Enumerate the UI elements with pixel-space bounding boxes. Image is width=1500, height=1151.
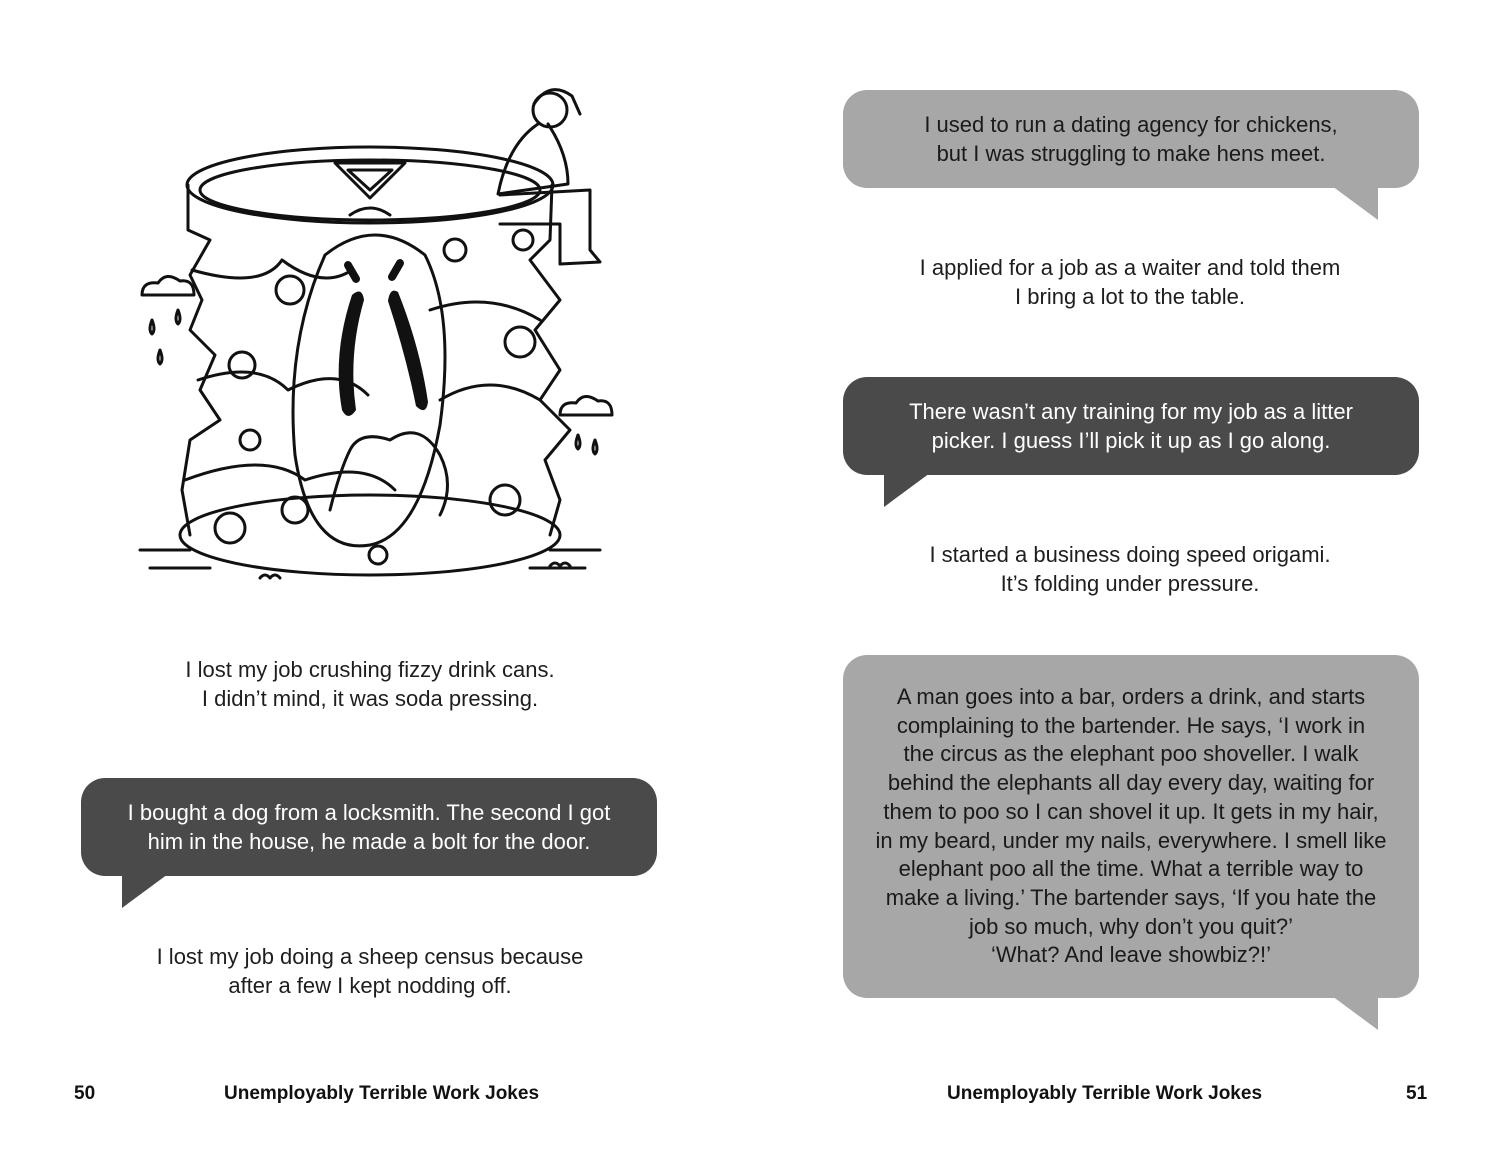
running-title: Unemployably Terrible Work Jokes bbox=[947, 1083, 1263, 1104]
speech-bubble-tail-icon bbox=[1332, 186, 1378, 220]
speech-bubble-litter-picker: There wasn’t any training for my job as a litter picker. I guess I’ll pick it up as I go along. bbox=[843, 377, 1419, 475]
speech-bubble-tail-icon bbox=[122, 874, 168, 908]
joke-sheep-census: I lost my job doing a sheep census because after a few I kept nodding off. bbox=[156, 944, 584, 998]
speech-bubble-tail-icon bbox=[1332, 996, 1378, 1030]
crushed-can-illustration-icon bbox=[130, 80, 620, 600]
joke-waiter: I applied for a job as a waiter and told them I bring a lot to the table. bbox=[919, 255, 1341, 309]
joke-origami: I started a business doing speed origami. It’s folding under pressure. bbox=[929, 542, 1331, 596]
page-number: 50 bbox=[74, 1083, 96, 1104]
speech-bubble-chickens: I used to run a dating agency for chickens, but I was struggling to make hens meet. bbox=[843, 90, 1419, 188]
page-number: 51 bbox=[1406, 1083, 1428, 1104]
speech-bubble-tail-icon bbox=[884, 473, 930, 507]
speech-bubble-locksmith: I bought a dog from a locksmith. The second I got him in the house, he made a bolt for the door. bbox=[81, 778, 657, 876]
speech-bubble-elephant: A man goes into a bar, orders a drink, and starts complaining to the bartender. He says, ‘I work in the circus as the elephant poo shoveller. I walk behind the elephants all day every day, waiting for them to poo so I can shovel it up. It gets in my hair, in my beard, under my nails, everywhere. I smell like elephant poo all the time. What a terrible way to make a living.’ The bartender says, ‘If you hate the job so much, why don’t you quit?’ ‘What? And leave showbiz?!’ bbox=[843, 655, 1419, 998]
joke-soda-pressing: I lost my job crushing fizzy drink cans. I didn’t mind, it was soda pressing. bbox=[185, 657, 555, 711]
running-title: Unemployably Terrible Work Jokes bbox=[224, 1083, 540, 1104]
right-page bbox=[750, 0, 1500, 1151]
